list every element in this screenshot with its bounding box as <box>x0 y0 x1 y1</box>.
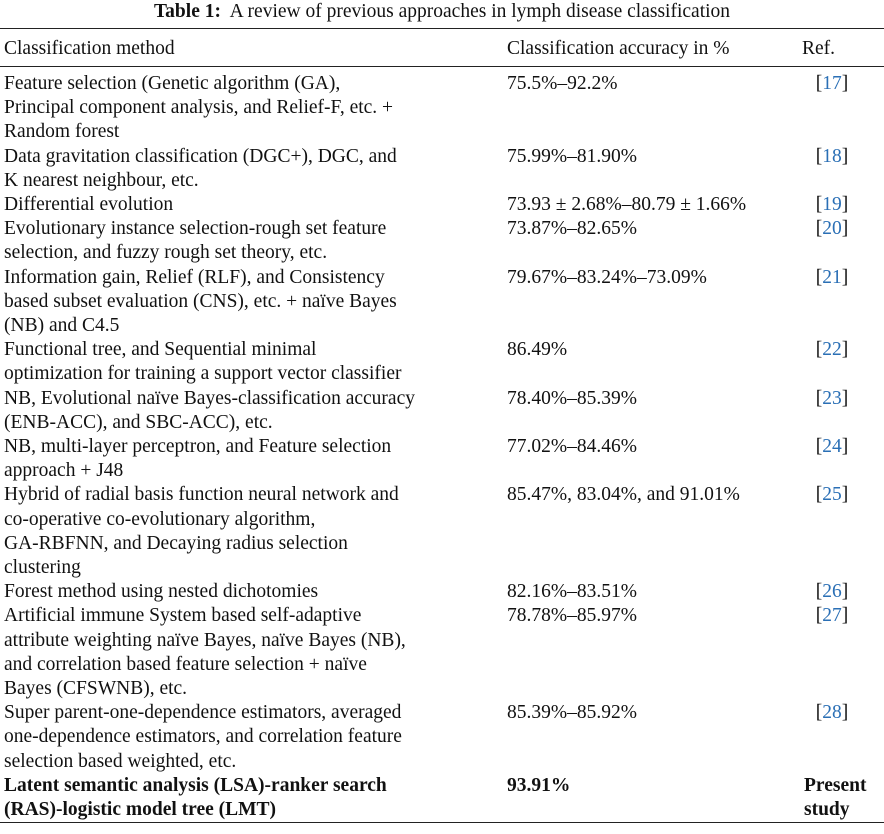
method-cell: NB, multi-layer perceptron, and Feature selection approach + J48 <box>4 436 392 482</box>
table-row <box>0 701 884 774</box>
accuracy-cell: 73.87%–82.65% <box>507 218 637 240</box>
present-ref-cell: Present study <box>804 774 867 821</box>
ref-cell: [24] <box>815 436 849 458</box>
header-method: Classification method <box>4 38 175 59</box>
present-method-cell: Latent semantic analysis (LSA)-ranker search (RAS)-logistic model tree (LMT) <box>4 774 387 821</box>
table-row <box>0 435 884 483</box>
citation-link[interactable]: 24 <box>822 436 842 458</box>
method-cell: NB, Evolutional naïve Bayes-classification accuracy (ENB-ACC), and SBC-ACC), etc. <box>4 387 415 433</box>
header-row <box>0 29 884 67</box>
table-row <box>0 604 884 701</box>
accuracy-cell: 77.02%–84.46% <box>507 436 637 458</box>
method-cell: Artificial immune System based self-adaptive attribute weighting naïve Bayes, naïve Bayes (NB), and correlation based feature selection + naïve Bayes (CFSWNB), etc. <box>4 605 406 700</box>
table-row <box>0 387 884 435</box>
table-row <box>0 580 884 604</box>
accuracy-cell: 78.78%–85.97% <box>507 605 637 627</box>
ref-cell: [26] <box>815 581 849 603</box>
ref-cell: [20] <box>815 218 849 240</box>
caption-text: A review of previous approaches in lymph disease classification <box>229 1 731 22</box>
ref-cell: [25] <box>815 484 849 506</box>
citation-link[interactable]: 22 <box>822 339 842 361</box>
present-accuracy-cell: 93.91% <box>507 774 571 796</box>
table-row <box>0 67 884 145</box>
accuracy-cell: 75.99%–81.90% <box>507 145 637 167</box>
method-cell: Differential evolution <box>4 194 174 216</box>
accuracy-cell: 78.40%–85.39% <box>507 387 637 409</box>
ref-cell: [28] <box>815 702 849 724</box>
table-row <box>0 217 884 265</box>
method-cell: Super parent-one-dependence estimators, averaged one-dependence estimators, and correlation feature selection based weighted, etc. <box>4 702 402 772</box>
method-cell: Evolutionary instance selection-rough set feature selection, and fuzzy rough set theory, etc. <box>4 218 387 264</box>
ref-cell: [22] <box>815 339 849 361</box>
table-row <box>0 145 884 193</box>
citation-link[interactable]: 17 <box>822 73 842 94</box>
ref-cell: [21] <box>815 266 849 288</box>
table-row <box>0 483 884 580</box>
citation-link[interactable]: 25 <box>822 484 842 506</box>
accuracy-cell: 85.47%, 83.04%, and 91.01% <box>507 484 740 506</box>
accuracy-cell: 82.16%–83.51% <box>507 581 637 603</box>
citation-link[interactable]: 18 <box>822 145 842 167</box>
method-cell: Feature selection (Genetic algorithm (GA), Principal component analysis, and Relief-F, etc. + Random forest <box>4 73 394 143</box>
accuracy-cell: 73.93 ± 2.68%–80.79 ± 1.66% <box>507 194 747 216</box>
accuracy-cell: 85.39%–85.92% <box>507 702 637 724</box>
table-row <box>0 193 884 217</box>
table-row <box>0 266 884 339</box>
header-ref: Ref. <box>802 38 836 59</box>
citation-link[interactable]: 23 <box>822 387 842 409</box>
ref-cell: [17] <box>815 73 849 94</box>
review-table <box>0 28 884 823</box>
accuracy-cell: 86.49% <box>507 339 568 361</box>
present-study-row <box>0 774 884 823</box>
method-cell: Information gain, Relief (RLF), and Consistency based subset evaluation (CNS), etc. + naïve Bayes (NB) and C4.5 <box>4 266 397 337</box>
accuracy-cell: 79.67%–83.24%–73.09% <box>507 266 707 288</box>
table-caption <box>0 0 884 28</box>
citation-link[interactable]: 21 <box>822 266 842 288</box>
citation-link[interactable]: 28 <box>822 702 842 724</box>
citation-link[interactable]: 26 <box>822 581 842 603</box>
ref-cell: [18] <box>815 145 849 167</box>
citation-link[interactable]: 20 <box>822 218 842 240</box>
method-cell: Forest method using nested dichotomies <box>4 581 319 603</box>
table-row <box>0 338 884 386</box>
header-accuracy: Classification accuracy in % <box>507 38 730 59</box>
method-cell: Hybrid of radial basis function neural network and co-operative co-evolutionary algorithm, GA-RBFNN, and Decaying radius selection clustering <box>4 484 399 579</box>
citation-link[interactable]: 27 <box>822 605 842 627</box>
method-cell: Data gravitation classification (DGC+), DGC, and K nearest neighbour, etc. <box>4 145 397 191</box>
ref-cell: [23] <box>815 387 849 409</box>
caption-label: Table 1: <box>153 1 221 22</box>
method-cell: Functional tree, and Sequential minimal optimization for training a support vector classifier <box>4 339 402 385</box>
accuracy-cell: 75.5%–92.2% <box>507 73 618 94</box>
ref-cell: [19] <box>815 194 849 216</box>
ref-cell: [27] <box>815 605 849 627</box>
citation-link[interactable]: 19 <box>822 194 842 216</box>
